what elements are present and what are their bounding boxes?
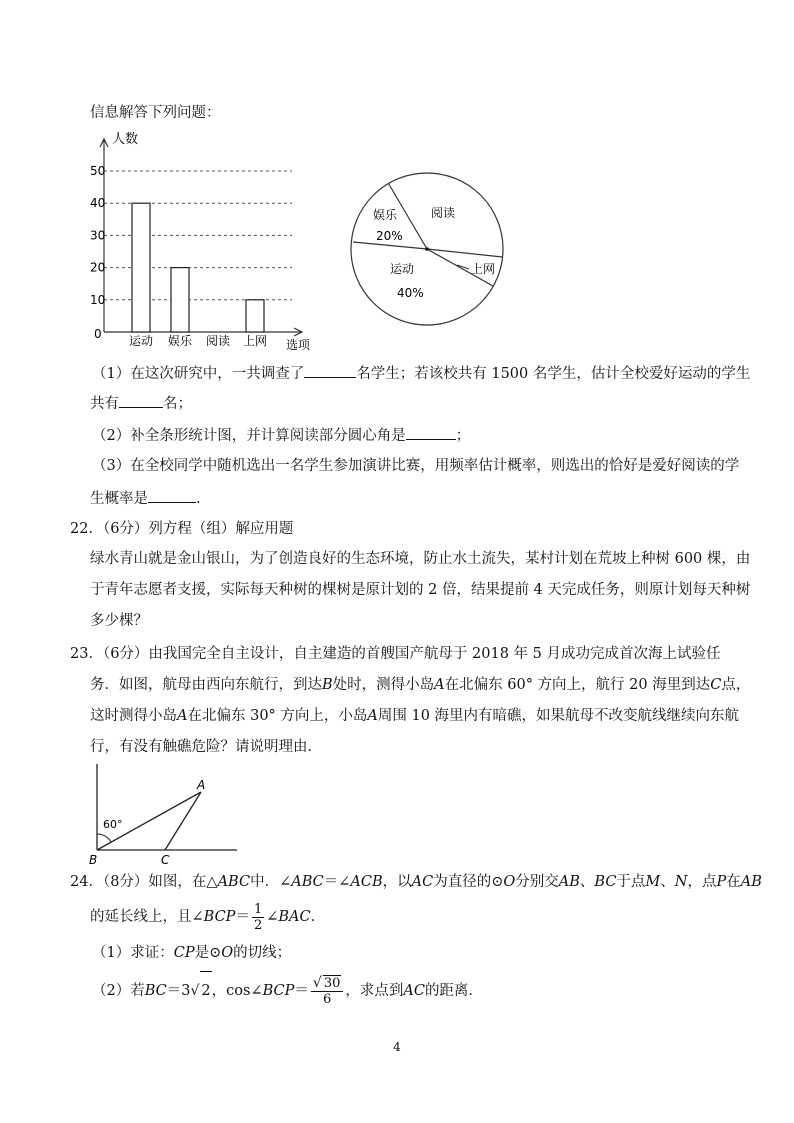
- q24-bc-2: BC: [144, 983, 167, 999]
- q23-line2-a: 务．如图，航母由西向东航行，到达: [90, 677, 322, 693]
- q24-part2: [92, 971, 483, 1010]
- q21-part3-text-b: 生概率是: [90, 491, 148, 507]
- q21-blank-sports: [119, 393, 163, 408]
- q23-label-b: B: [89, 853, 98, 867]
- q22-line2: 于青年志愿者支援，实际每天种树的棵树是原计划的 2 倍，结果提前 4 天完成任务，则原计划每天种树: [90, 582, 751, 598]
- q23-point-a-3: A: [367, 708, 378, 724]
- q21-part2-text-a: （2）补全条形统计图，并计算阅读部分圆心角是: [92, 428, 406, 444]
- q24-n: N: [674, 874, 688, 890]
- q21-part1-line1: [92, 363, 750, 384]
- q24-cos-den: 6: [322, 992, 332, 1007]
- q24-p1c: 的切线；: [233, 945, 292, 961]
- q24-bc: BC: [594, 874, 617, 890]
- q23-line3: [90, 706, 739, 726]
- q24-cos-num: [311, 975, 343, 992]
- pie-pct-sports: 40%: [397, 286, 424, 300]
- bar-chart-xlabel: 选项: [286, 338, 311, 352]
- pie-label-reading: 阅读: [431, 206, 456, 220]
- q24-ac: AC: [411, 874, 434, 890]
- q22-line1: 绿水青山就是金山银山，为了创造良好的生态环境，防止水土流失，某村计划在荒坡上种树 600 棵，由: [90, 551, 751, 567]
- q24-l1a: 24．（8分）如图，在△: [70, 874, 218, 890]
- q24-l2c: ∠: [266, 909, 279, 925]
- q24-frac-den: 2: [253, 917, 263, 933]
- q23-line2: [90, 675, 750, 695]
- q23-angle-arc: [97, 834, 111, 842]
- q23-label-c: C: [161, 853, 170, 867]
- q24-bcp-2: BCP: [262, 983, 295, 999]
- q23-label-a: A: [197, 778, 206, 792]
- q23-line3-c: 周围 10 海里内有暗礁，如果航母不改变航线继续向东航: [377, 708, 740, 724]
- q23-angle-label: 60°: [103, 818, 123, 831]
- pie-divider-4: [353, 242, 427, 249]
- q22-heading: 22．（6分）列方程（组）解应用题: [70, 521, 294, 537]
- pie-center: [425, 247, 429, 251]
- q24-angle-abc: ABC: [291, 874, 324, 890]
- q21-blank-probability: [148, 488, 196, 503]
- q24-fraction-cos: [311, 975, 343, 1007]
- bar-ytick-label: 40: [90, 196, 106, 211]
- q24-p2g: 的距离．: [424, 983, 483, 999]
- q23-line2-d: 点，: [721, 677, 751, 693]
- q24-sqrt30: 30: [323, 976, 341, 991]
- sqrt-icon: √: [312, 975, 322, 991]
- q24-l1k: 在: [726, 874, 741, 890]
- q24-p1b: 是⊙: [194, 945, 222, 961]
- pie-label-internet: 上网: [471, 262, 496, 276]
- q24-l1e: 为直径的⊙: [433, 874, 504, 890]
- bar-chart-yticks: [90, 164, 105, 341]
- sqrt-icon: √: [190, 983, 200, 999]
- q24-l2b: ＝: [235, 909, 250, 925]
- bar-ytick-label: 30: [90, 228, 106, 243]
- q24-l2d: ．: [310, 909, 326, 925]
- q24-l1g: 、: [579, 874, 595, 890]
- q24-sqrt2: 2: [200, 971, 211, 1010]
- q21-blank-total: [304, 363, 356, 378]
- q23-point-a-2: A: [177, 708, 188, 724]
- q24-o-2: O: [221, 945, 234, 961]
- intro-text: 信息解答下列问题：: [90, 105, 221, 121]
- q23-line3-b: 在北偏东 30° 方向上，小岛: [187, 708, 368, 724]
- pie-label-entertainment: 娱乐: [373, 208, 398, 222]
- bar-ytick-label: 10: [90, 292, 106, 307]
- bar-1: [171, 268, 189, 332]
- q23-point-b: B: [322, 677, 333, 693]
- bar-category-label: 娱乐: [167, 334, 193, 348]
- q24-p1a: （1）求证：: [92, 945, 174, 961]
- page-number: 4: [393, 1040, 401, 1054]
- bar-chart-ylabel: 人数: [112, 132, 139, 147]
- q24-p2d: ＝: [294, 983, 309, 999]
- q24-o: O: [503, 874, 516, 890]
- bar-ytick-label: 50: [90, 164, 106, 178]
- q24-p2b: ＝3: [166, 983, 191, 999]
- q24-bcp: BCP: [203, 909, 236, 925]
- q23-line3-a: 这时测得小岛: [90, 708, 177, 724]
- q24-l1b: 中．∠: [250, 874, 292, 890]
- q21-part1-text-d: 名；: [163, 396, 192, 412]
- q24-ab: AB: [558, 874, 580, 890]
- q21-blank-angle: [406, 425, 456, 440]
- bar-category-label: 运动: [128, 334, 154, 348]
- q23-line2-c: 在北偏东 60° 方向上，航行 20 海里到达: [444, 677, 711, 693]
- q24-p2a: （2）若: [92, 983, 145, 999]
- q24-part1: [92, 943, 291, 963]
- q24-frac-num: 1: [253, 901, 263, 917]
- q24-fraction-half: [252, 902, 264, 933]
- q23-figure: [85, 760, 245, 868]
- q23-point-c: C: [710, 677, 722, 693]
- pie-chart: [345, 170, 510, 335]
- q24-p: P: [716, 874, 727, 890]
- bar-0: [132, 203, 150, 332]
- q24-l2a: 的延长线上，且∠: [90, 909, 204, 925]
- q24-l1d: ，以: [382, 874, 412, 890]
- q21-part1-line2: [90, 393, 192, 414]
- q24-line2: [90, 900, 325, 934]
- bar-ytick-label: 0: [94, 327, 102, 341]
- q24-p2c: ，cos∠: [211, 983, 263, 999]
- q24-l1j: ，点: [687, 874, 717, 890]
- bar-chart-axes: [100, 139, 302, 336]
- q21-part2: [92, 425, 470, 446]
- q24-ac-2: AC: [403, 983, 425, 999]
- q23-point-a: A: [434, 677, 445, 693]
- q21-part1-text-a: （1）在这次研究中，一共调查了: [92, 366, 305, 382]
- q21-part3-line2: [90, 488, 201, 509]
- pie-label-sports: 运动: [390, 262, 415, 276]
- q21-part2-text-b: ；: [455, 428, 471, 444]
- q21-part1-text-b: 名学生；若该校共有 1500 名学生，估计全校爱好运动的学生: [356, 366, 751, 382]
- q23-line1: 23．（6分）由我国完全自主设计，自主建造的首艘国产航母于 2018 年 5 月成功完成首次海上试验任: [70, 646, 721, 662]
- q24-cp: CP: [173, 945, 195, 961]
- q24-l1f: 分别交: [515, 874, 559, 890]
- q23-line4: 行，有没有触礁危险？请说明理由．: [90, 739, 322, 755]
- q24-l1h: 于点: [616, 874, 646, 890]
- q23-line-ca: [165, 792, 201, 850]
- bar-category-label: 上网: [242, 334, 268, 348]
- q24-line1: [70, 872, 762, 892]
- bar-chart: [80, 125, 320, 357]
- pie-pct-entertainment: 20%: [376, 229, 403, 243]
- q24-l1i: 、: [660, 874, 675, 890]
- q21-part3-text-c: .: [196, 491, 201, 507]
- q24-acb: ACB: [350, 874, 383, 890]
- bar-category-label: 阅读: [205, 334, 231, 348]
- q22-line3: 多少棵？: [90, 613, 148, 629]
- q24-abc: ABC: [217, 874, 251, 890]
- q24-p2e: ，求点: [345, 983, 389, 999]
- q23-line2-b: 处时，测得小岛: [332, 677, 435, 693]
- q24-ab-2: AB: [740, 874, 762, 890]
- q24-l1c: ＝∠: [323, 874, 351, 890]
- q21-part1-text-c: 共有: [90, 396, 119, 412]
- q24-p2f: 到: [388, 983, 404, 999]
- q24-m: M: [645, 874, 661, 890]
- bar-ytick-label: 20: [90, 260, 106, 275]
- q21-part3-line1: （3）在全校同学中随机选出一名学生参加演讲比赛，用频率估计概率，则选出的恰好是爱好阅读的学: [92, 458, 740, 474]
- q24-bac: BAC: [278, 909, 311, 925]
- bar-chart-xticks: [129, 333, 267, 348]
- bar-3: [246, 300, 264, 332]
